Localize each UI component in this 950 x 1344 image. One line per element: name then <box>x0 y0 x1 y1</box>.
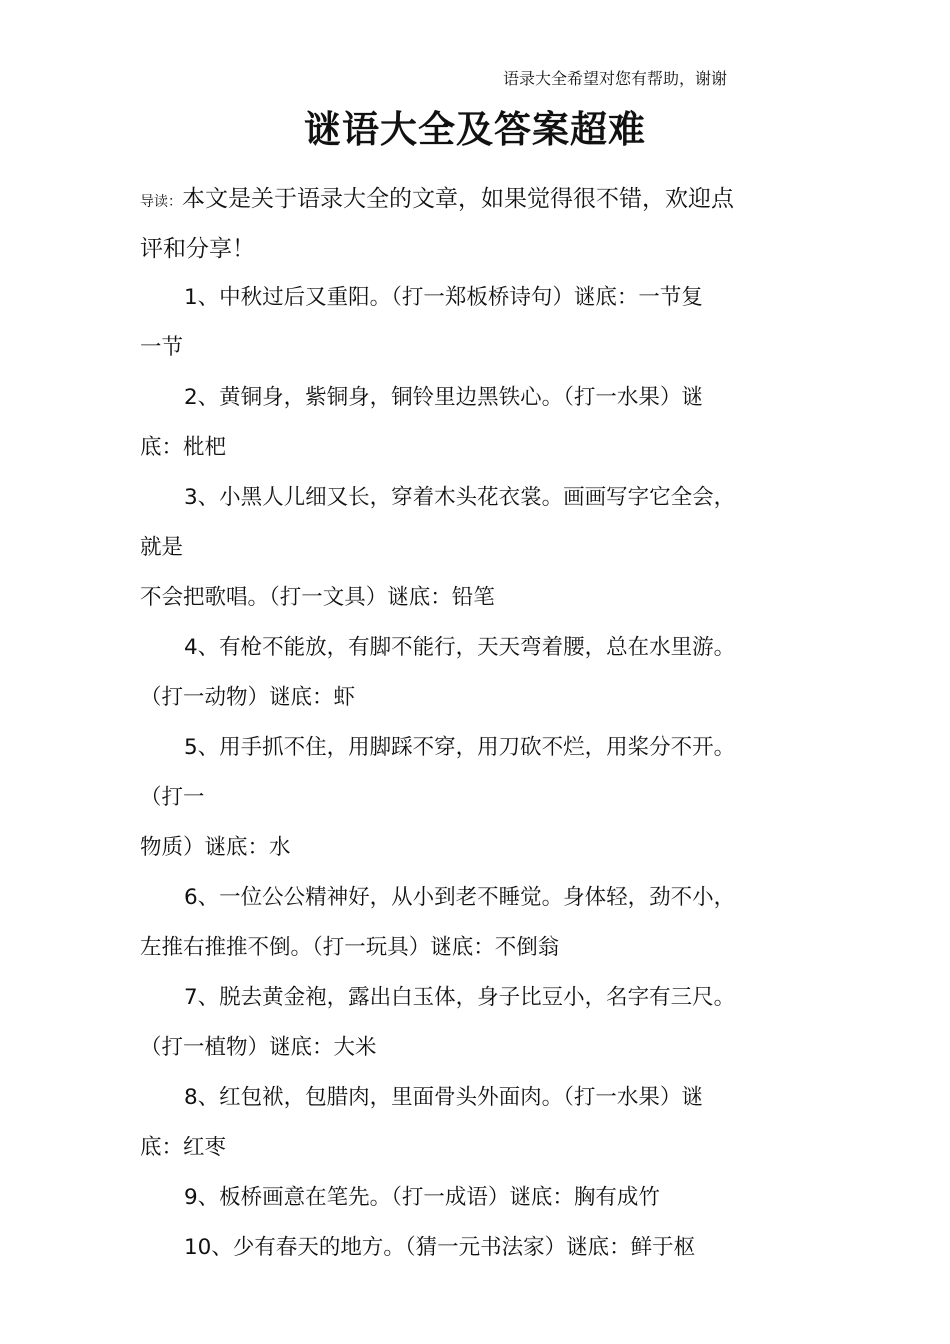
riddle-line: 5、用手抓不住，用脚踩不穿，用刀砍不烂，用桨分不开。 <box>184 735 736 760</box>
riddle-line: 1、中秋过后又重阳。（打一郑板桥诗句）谜底：一节复 <box>184 285 703 310</box>
riddle-list <box>140 273 820 1273</box>
intro-paragraph <box>140 178 820 278</box>
riddle-line: 左推右推推不倒。（打一玩具）谜底：不倒翁 <box>140 935 560 960</box>
page-header-note: 语录大全希望对您有帮助，谢谢 <box>503 69 728 88</box>
riddle-line: 不会把歌唱。（打一文具）谜底：铅笔 <box>140 585 495 610</box>
riddle-line: （打一植物）谜底：大米 <box>140 1035 377 1060</box>
riddle-line: 2、黄铜身，紫铜身，铜铃里边黑铁心。（打一水果）谜 <box>184 385 703 410</box>
document-title: 谜语大全及答案超难 <box>304 108 646 151</box>
intro-text: 本文是关于语录大全的文章，如果觉得很不错，欢迎点 <box>182 186 734 212</box>
riddle-line: 底：枇杷 <box>140 435 227 460</box>
intro-lead-label: 导读： <box>140 194 182 210</box>
riddle-line: （打一 <box>140 785 205 810</box>
riddle-line: 底：红枣 <box>140 1135 227 1160</box>
riddle-line: 3、小黑人儿细又长，穿着木头花衣裳。画画写字它全会， <box>184 485 736 510</box>
riddle-line: 6、一位公公精神好，从小到老不睡觉。身体轻，劲不小， <box>184 885 736 910</box>
intro-line-2: 评和分享！ <box>140 236 255 262</box>
riddle-line: （打一动物）谜底：虾 <box>140 685 356 710</box>
intro-line-1 <box>140 178 820 228</box>
riddle-line: 8、红包袱，包腊肉，里面骨头外面肉。（打一水果）谜 <box>184 1085 703 1110</box>
riddle-line: 物质）谜底：水 <box>140 835 291 860</box>
riddle-line: 9、板桥画意在笔先。（打一成语）谜底：胸有成竹 <box>184 1185 660 1210</box>
riddle-line: 一节 <box>140 335 184 360</box>
riddle-line: 4、有枪不能放，有脚不能行，天天弯着腰，总在水里游。 <box>184 635 736 660</box>
riddle-line: 就是 <box>140 535 184 560</box>
riddle-line: 10、少有春天的地方。（猜一元书法家）谜底：鲜于枢 <box>184 1235 696 1260</box>
riddle-line: 7、脱去黄金袍，露出白玉体，身子比豆小，名字有三尺。 <box>184 985 736 1010</box>
